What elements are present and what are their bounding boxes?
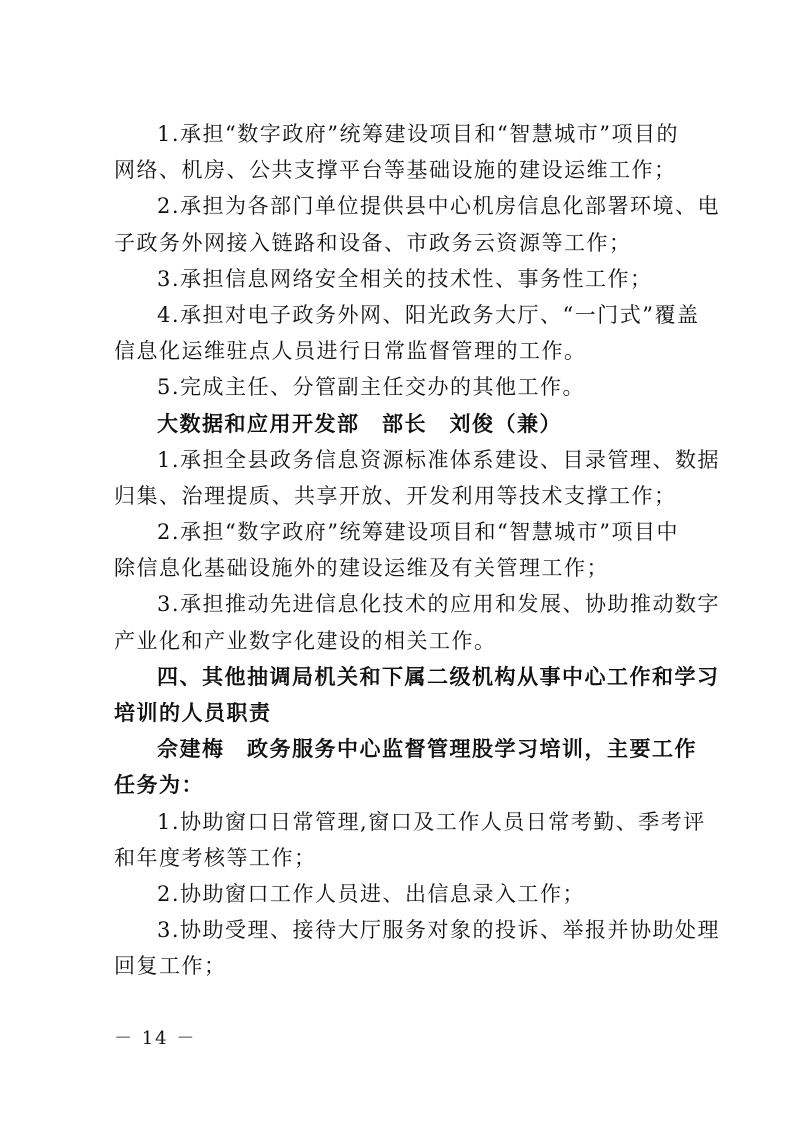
duty-3-line: 3.承担信息网络安全相关的技术性、事务性工作；	[157, 266, 653, 291]
person-heading-line-2: 任务为：	[114, 772, 204, 798]
person-heading-line-1: 佘建梅 政务服务中心监督管理股学习培训，主要工作	[157, 736, 697, 762]
page-number: － 14 －	[114, 1028, 197, 1049]
task-1-line-2: 和年度考核等工作；	[114, 845, 317, 870]
dept-duty-1-line-2: 归集、治理提质、共享开放、开发利用等技术支撑工作；	[114, 483, 677, 508]
duty-1-line-1: 1.承担“数字政府”统筹建设项目和“智慧城市”项目的	[157, 122, 679, 146]
task-3-line-2: 回复工作；	[114, 954, 227, 979]
dept-duty-2-line-2: 除信息化基础设施外的建设运维及有关管理工作；	[114, 556, 609, 581]
duty-5-line: 5.完成主任、分管副主任交办的其他工作。	[157, 375, 586, 400]
department-heading: 大数据和应用开发部 部长 刘俊（兼）	[157, 410, 562, 436]
duty-4-line-2: 信息化运维驻点人员进行日常监督管理的工作。	[114, 339, 587, 364]
task-2-line: 2.协助窗口工作人员进、出信息录入工作；	[157, 881, 586, 906]
duty-1-line-2: 网络、机房、公共支撑平台等基础设施的建设运维工作；	[114, 158, 677, 183]
dept-duty-2-line-1: 2.承担“数字政府”统筹建设项目和“智慧城市”项目中	[157, 520, 679, 545]
duty-4-line-1: 4.承担对电子政务外网、阳光政务大厅、“一门式”覆盖	[157, 302, 700, 327]
document-body	[114, 116, 721, 985]
section-heading-line-2: 培训的人员职责	[114, 700, 272, 725]
dept-duty-1-line-1: 1.承担全县政务信息资源标准体系建设、目录管理、数据	[157, 447, 721, 472]
task-1-line-1: 1.协助窗口日常管理,窗口及工作人员日常考勤、季考评	[157, 809, 706, 834]
duty-2-line-2: 子政务外网接入链路和设备、市政务云资源等工作；	[114, 230, 632, 255]
duty-2-line-1: 2.承担为各部门单位提供县中心机房信息化部署环境、电	[157, 194, 721, 219]
dept-duty-3-line-1: 3.承担推动先进信息化技术的应用和发展、协助推动数字	[157, 592, 721, 617]
section-heading-line-1: 四、其他抽调局机关和下属二级机构从事中心工作和学习	[157, 663, 720, 689]
task-3-line-1: 3.协助受理、接待大厅服务对象的投诉、举报并协助处理	[157, 918, 721, 943]
dept-duty-3-line-2: 产业化和产业数字化建设的相关工作。	[114, 628, 497, 653]
